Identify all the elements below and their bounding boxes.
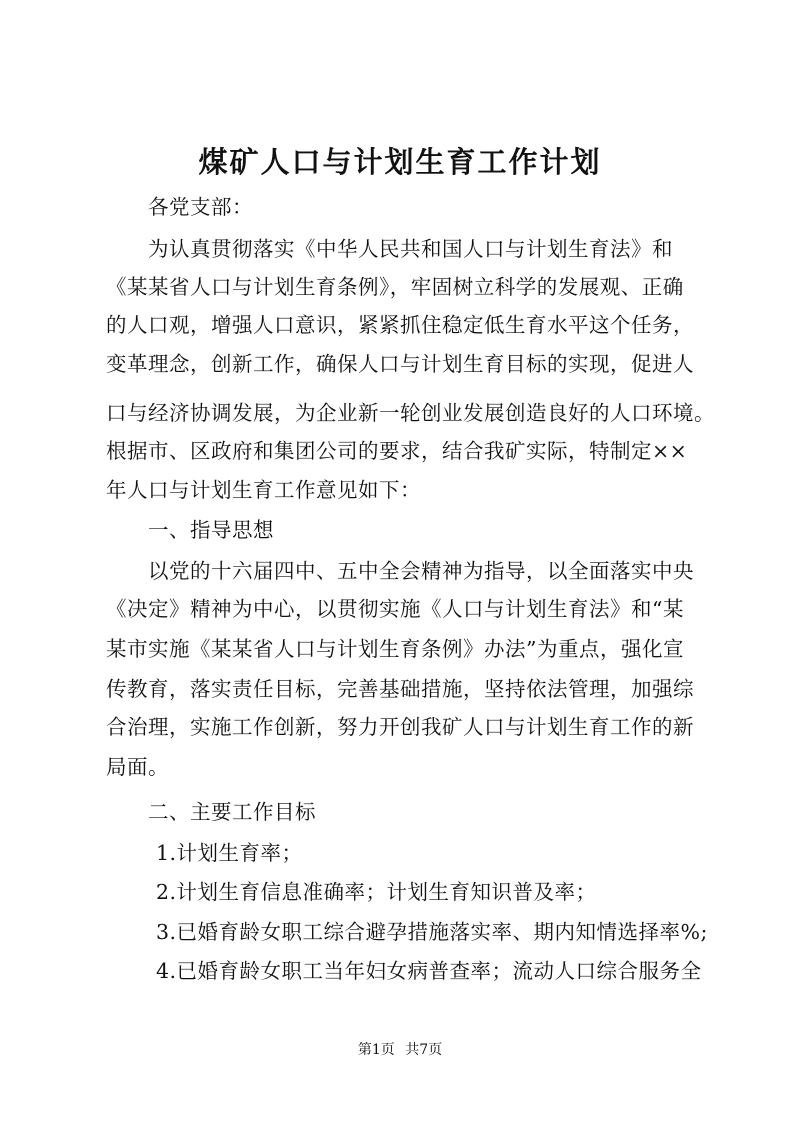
- page-number: 第1页: [357, 1042, 395, 1058]
- body-line: 为认真贯彻落实《中华人民共和国人口与计划生育法》和: [148, 237, 673, 261]
- list-item: 1.计划生育率；: [156, 841, 303, 865]
- body-line: 以党的十六届四中、五中全会精神为指导，以全面落实中央: [148, 559, 694, 583]
- body-line: 口与经济协调发展，为企业新一轮创业发展创造良好的人口环境。: [106, 401, 715, 425]
- page-footer: [0, 1040, 800, 1060]
- document-title: 煤矿人口与计划生育工作计划: [198, 145, 602, 179]
- body-line: 年人口与计划生育工作意见如下：: [106, 478, 421, 502]
- body-line: 局面。: [106, 755, 169, 779]
- list-item: 2.计划生育信息准确率；计划生育知识普及率；: [156, 880, 597, 904]
- page-total: 共7页: [405, 1042, 443, 1058]
- body-line: 传教育，落实责任目标，完善基础措施，坚持依法管理，加强综: [106, 677, 694, 701]
- list-item: 4.已婚育龄女职工当年妇女病普查率；流动人口综合服务全: [156, 959, 702, 983]
- body-line: 某市实施《某某省人口与计划生育条例》办法”为重点，强化宣: [106, 637, 684, 661]
- body-line: 《某某省人口与计划生育条例》，牢固树立科学的发展观、正确: [106, 275, 684, 299]
- body-line: 的人口观，增强人口意识，紧紧抓住稳定低生育水平这个任务，: [106, 313, 694, 337]
- section-heading: 二、主要工作目标: [148, 800, 316, 824]
- body-line: 合治理，实施工作创新，努力开创我矿人口与计划生育工作的新: [106, 715, 694, 739]
- body-line: 变革理念，创新工作，确保人口与计划生育目标的实现，促进人: [106, 352, 694, 376]
- body-line: 根据市、区政府和集团公司的要求，结合我矿实际，特制定××: [106, 439, 688, 463]
- section-heading: 一、指导思想: [148, 518, 274, 542]
- salutation: 各党支部：: [148, 195, 253, 219]
- body-line: 《决定》精神为中心，以贯彻实施《人口与计划生育法》和“某: [106, 597, 684, 621]
- list-item: 3.已婚育龄女职工综合避孕措施落实率、期内知情选择率%;: [156, 920, 708, 944]
